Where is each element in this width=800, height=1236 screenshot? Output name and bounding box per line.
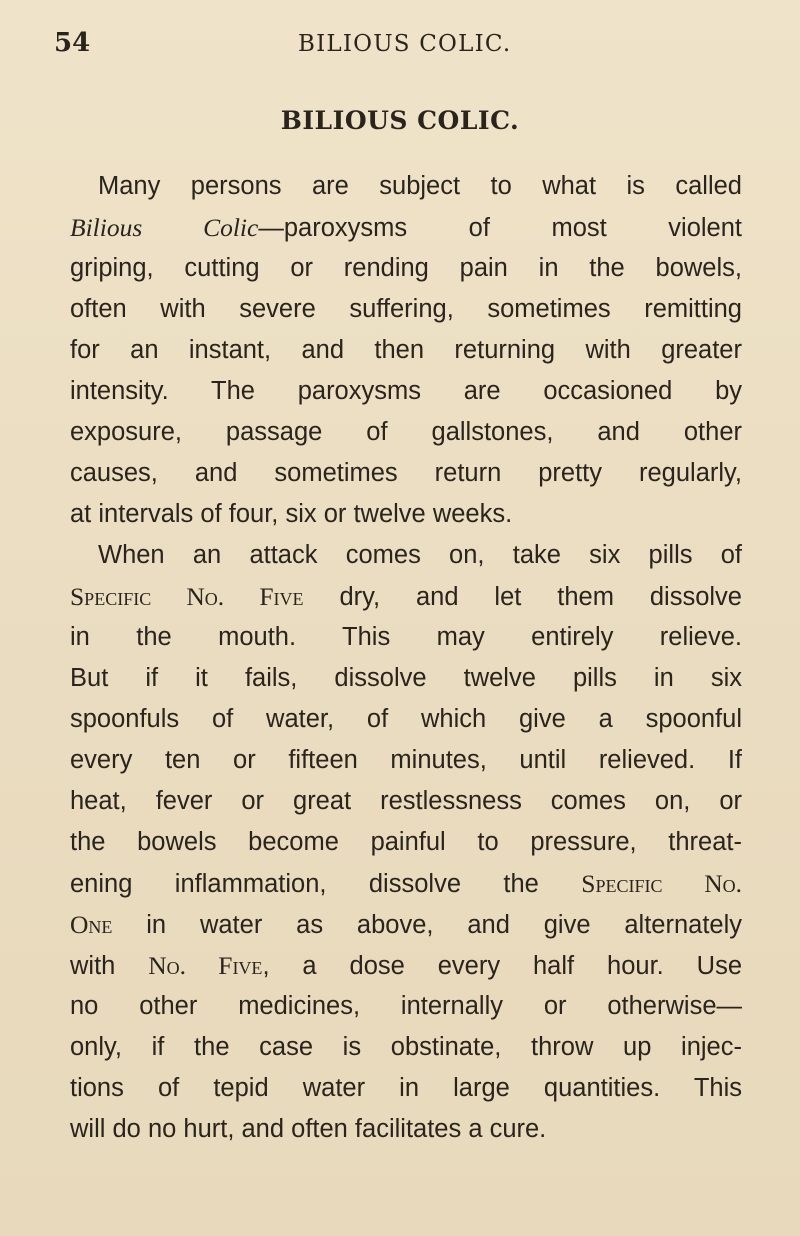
- running-title: BILIOUS COLIC.: [298, 31, 512, 57]
- text-line: [70, 576, 742, 617]
- text-line: [70, 535, 742, 576]
- text-segment: in water as above, and give alternately: [112, 911, 742, 939]
- text-line: [70, 822, 742, 863]
- text-segment: When an attack comes on, take six pills of: [98, 541, 742, 569]
- text-line: [70, 945, 742, 986]
- text-line: [70, 740, 742, 781]
- text-line: [70, 248, 742, 289]
- text-segment: heat, fever or great restlessness comes on, or: [70, 787, 742, 815]
- text-segment: causes, and sometimes return pretty regularly,: [70, 459, 742, 487]
- text-segment: ening inflammation, dissolve the: [70, 870, 582, 898]
- text-segment: —paroxysms of most violent: [258, 214, 742, 242]
- text-line: [70, 699, 742, 740]
- text-segment: , a dose every half hour. Use: [262, 952, 742, 980]
- text-line: [70, 1027, 742, 1068]
- text-segment: for an instant, and then returning with greater: [70, 336, 742, 364]
- text-segment: Specific No.: [581, 869, 742, 898]
- text-line: [70, 330, 742, 371]
- text-segment: No. Five: [148, 951, 263, 980]
- text-segment: One: [70, 910, 113, 939]
- text-segment: dry, and let them dissolve: [303, 583, 742, 611]
- text-line: [70, 658, 742, 699]
- text-line: [70, 1109, 742, 1150]
- text-segment: often with severe suffering, sometimes remitting: [70, 295, 742, 323]
- text-segment: Bilious Colic: [70, 213, 259, 242]
- text-segment: in the mouth. This may entirely relieve.: [70, 623, 742, 651]
- text-segment: But if it fails, dissolve twelve pills in six: [70, 664, 742, 692]
- text-line: [70, 863, 742, 904]
- text-segment: spoonfuls of water, of which give a spoonful: [70, 705, 742, 733]
- running-head: [54, 28, 744, 68]
- text-line: [70, 617, 742, 658]
- text-segment: intensity. The paroxysms are occasioned by: [70, 377, 742, 405]
- text-segment: Many persons are subject to what is called: [98, 172, 742, 200]
- text-line: [70, 412, 742, 453]
- text-segment: every ten or fifteen minutes, until relieved. If: [70, 746, 742, 774]
- text-line: [70, 166, 742, 207]
- text-segment: griping, cutting or rending pain in the bowels,: [70, 254, 742, 282]
- text-segment: with: [70, 952, 149, 980]
- text-segment: tions of tepid water in large quantities. This: [70, 1074, 742, 1102]
- text-segment: will do no hurt, and often facilitates a cure.: [70, 1115, 547, 1143]
- chapter-title: BILIOUS COLIC.: [280, 106, 520, 135]
- text-line: [70, 207, 742, 248]
- text-segment: only, if the case is obstinate, throw up injec-: [70, 1033, 742, 1061]
- text-line: [70, 781, 742, 822]
- text-line: [70, 986, 742, 1027]
- text-line: [70, 904, 742, 945]
- text-line: [70, 1068, 742, 1109]
- page-number: 54: [54, 28, 91, 58]
- text-line: [70, 453, 742, 494]
- text-segment: exposure, passage of gallstones, and other: [70, 418, 742, 446]
- text-segment: the bowels become painful to pressure, threat-: [70, 828, 742, 856]
- body-text: [70, 166, 742, 1150]
- text-segment: no other medicines, internally or otherwise—: [70, 992, 742, 1020]
- text-line: [70, 371, 742, 412]
- text-segment: Specific No. Five: [70, 582, 304, 611]
- text-segment: at intervals of four, six or twelve weeks.: [70, 500, 513, 528]
- text-line: [70, 289, 742, 330]
- text-line: [70, 494, 742, 535]
